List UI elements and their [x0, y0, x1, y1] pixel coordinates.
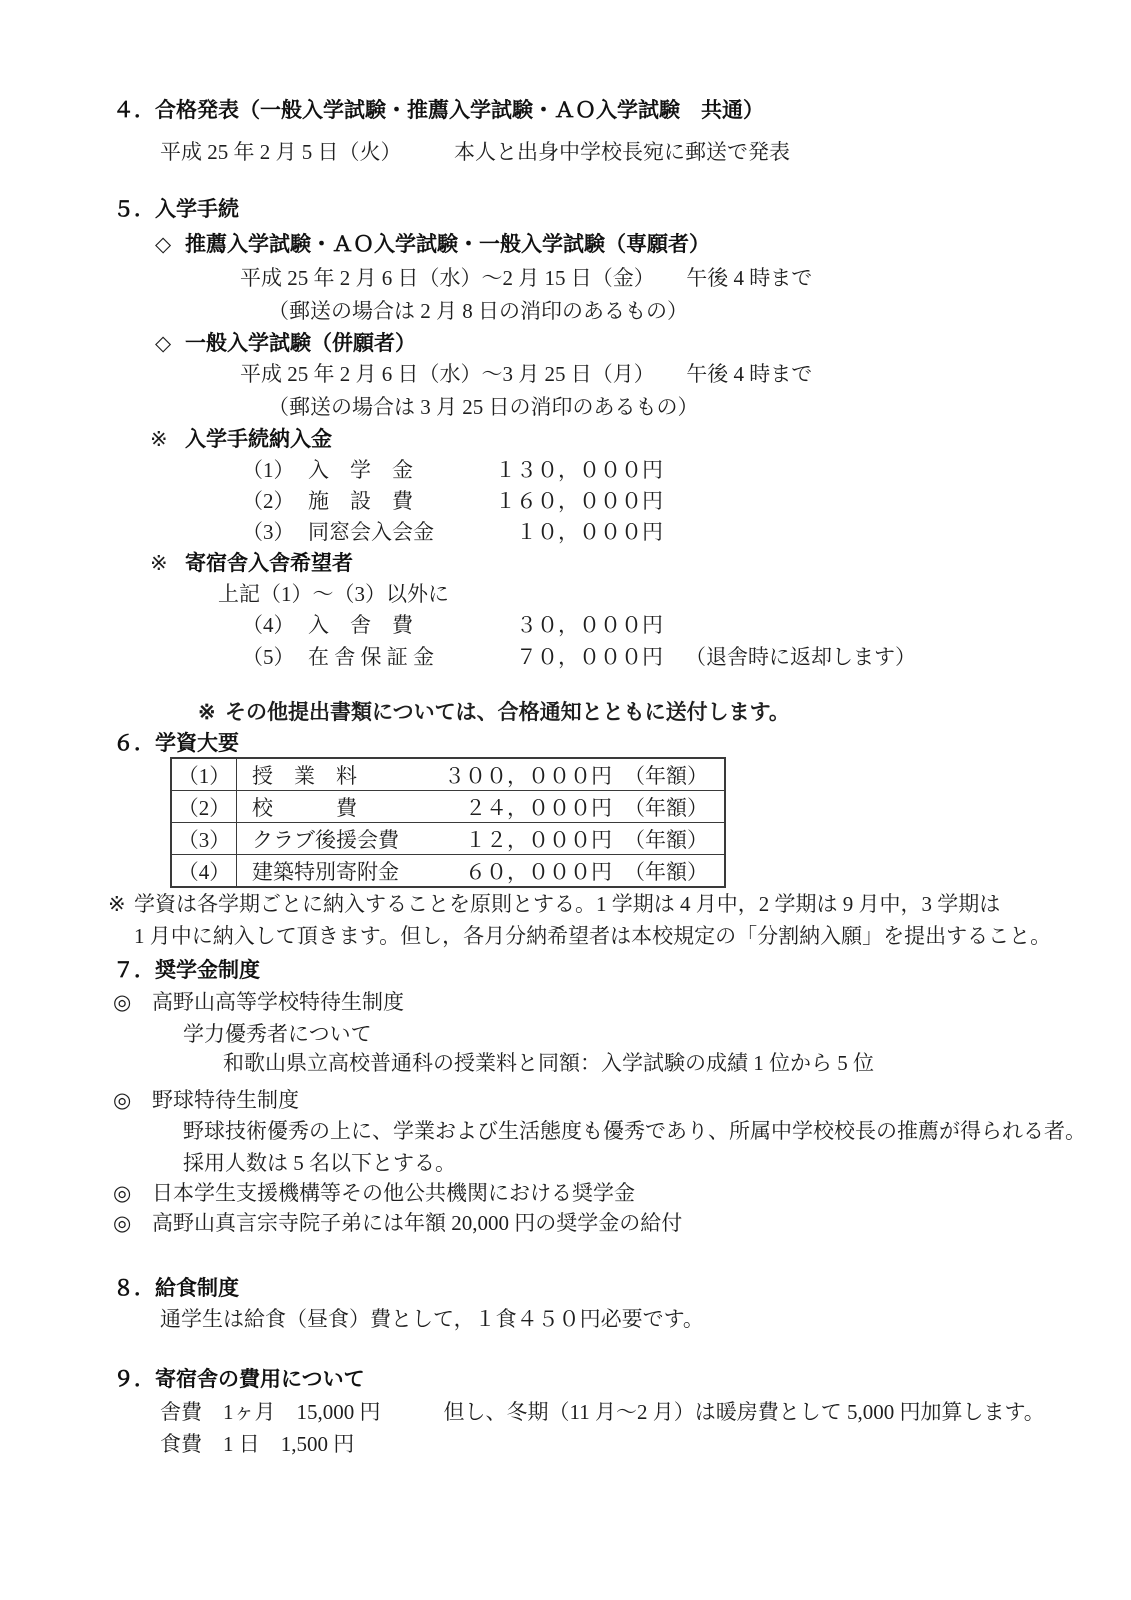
table-cell-name: クラブ後援会費	[252, 827, 399, 852]
section4-heading: ４．合格発表（一般入学試験・推薦入学試験・ＡＯ入学試験 共通）	[113, 99, 764, 122]
table-row	[172, 759, 724, 790]
section8-heading: ８．給食制度	[113, 1277, 239, 1300]
table-cell-number: （3）	[172, 823, 237, 854]
double-circle-icon: ◎	[113, 1088, 132, 1112]
entrance-fees-heading	[150, 426, 332, 453]
reference-mark-icon: ※	[198, 700, 216, 724]
scholarship-item-2-detail1: 野球技術優秀の上に、学業および生活態度も優秀であり、所属中学校校長の推薦が得られる者。	[183, 1119, 1086, 1143]
scholarship-item-1-detail: 学力優秀者について	[183, 1022, 372, 1046]
procedure-group-2-period: 平成 25 年 2 月 6 日（水）～3 月 25 日（月） 午後 4 時まで	[240, 362, 813, 386]
fee-row-amount: ７０，０００円	[516, 645, 663, 669]
table-cell-amount: １２，０００円	[465, 827, 612, 852]
procedure-group-1	[155, 231, 710, 258]
double-circle-icon: ◎	[113, 1181, 132, 1205]
dormitory-meal-fee-line: 食費 1 日 1,500 円	[160, 1432, 355, 1456]
diamond-icon: ◇	[155, 331, 172, 355]
fee-row-number: （1）	[242, 458, 295, 482]
table-cell-amount: ３００，０００円	[444, 763, 612, 788]
fee-row-name: 入 舎 費	[308, 613, 413, 637]
dormitory-monthly-fee-line: 舎費 1ヶ月 15,000 円 但し、冬期（11 月～2 月）は暖房費として 5,000 円加算します。	[160, 1400, 1045, 1424]
fee-row-name: 施 設 費	[308, 489, 413, 513]
fee-row-amount: １０，０００円	[516, 520, 663, 544]
fee-row-number: （2）	[242, 489, 295, 513]
documents-shipping-note	[198, 699, 790, 725]
documents-shipping-note-text: その他提出書類については、合格通知とともに送付します。	[225, 700, 790, 724]
table-cell-period: （年額）	[624, 859, 708, 884]
fee-row-admission	[242, 457, 663, 483]
reference-mark-icon: ※	[150, 551, 168, 575]
fee-row-dorm-entry	[242, 612, 663, 638]
dormitory-fees-heading-label: 寄宿舎入舎希望者	[185, 552, 353, 575]
fee-row-refund-note: （退舎時に返却します）	[685, 645, 916, 669]
procedure-group-1-mail-note: （郵送の場合は 2 月 8 日の消印のあるもの）	[268, 299, 688, 323]
fee-row-number: （3）	[242, 520, 295, 544]
procedure-group-1-period: 平成 25 年 2 月 6 日（水）～2 月 15 日（金） 午後 4 時まで	[240, 266, 813, 290]
scholarship-item-1-amount: 和歌山県立高校普通科の授業料と同額：入学試験の成績 1 位から 5 位	[223, 1051, 874, 1075]
table-cell-number: （4）	[172, 855, 237, 886]
fee-row-name: 入 学 金	[308, 458, 413, 482]
procedure-group-2-label: 一般入学試験（併願者）	[185, 332, 416, 355]
tuition-payment-note-line1	[108, 891, 1000, 917]
scholarship-item-3	[113, 1180, 635, 1206]
table-cell-period: （年額）	[624, 827, 708, 852]
table-cell-name: 建築特別寄附金	[252, 859, 399, 884]
tuition-payment-note-line2: 1 月中に納入して頂きます。但し，各月分納希望者は本校規定の「分割納入願」を提出すること。	[134, 924, 1052, 948]
table-row	[172, 790, 724, 822]
scholarship-item-1-label: 高野山高等学校特待生制度	[152, 990, 404, 1014]
fee-row-number: （5）	[242, 645, 295, 669]
section4-announcement-date: 平成 25 年 2 月 5 日（火） 本人と出身中学校長宛に郵送で発表	[160, 140, 790, 164]
scholarship-item-2	[113, 1087, 299, 1113]
section8-body: 通学生は給食（昼食）費として，１食４５０円必要です。	[160, 1307, 704, 1331]
table-cell-number: （1）	[172, 759, 237, 790]
table-row	[172, 822, 724, 854]
fee-row-name: 同窓会入会金	[308, 520, 434, 544]
double-circle-icon: ◎	[113, 1211, 132, 1235]
scholarship-item-2-label: 野球特待生制度	[152, 1088, 299, 1112]
section5-heading: ５．入学手続	[113, 198, 239, 221]
table-row	[172, 854, 724, 886]
fee-row-amount: １３０，０００円	[495, 458, 663, 482]
fee-row-number: （4）	[242, 613, 295, 637]
scholarship-item-2-detail2: 採用人数は 5 名以下とする。	[183, 1151, 456, 1175]
scholarship-item-1	[113, 989, 404, 1015]
fee-row-dorm-deposit	[242, 644, 916, 670]
fee-row-facility	[242, 488, 663, 514]
table-cell-period: （年額）	[624, 763, 708, 788]
scholarship-item-4-label: 高野山真言宗寺院子弟には年額 20,000 円の奨学金の給付	[152, 1211, 683, 1235]
tuition-table	[170, 757, 726, 888]
dormitory-fees-heading	[150, 550, 353, 577]
table-cell-amount: ２４，０００円	[465, 795, 612, 820]
procedure-group-2	[155, 330, 416, 357]
fee-row-amount: １６０，０００円	[495, 489, 663, 513]
tuition-payment-note-text1: 学資は各学期ごとに納入することを原則とする。1 学期は 4 月中，2 学期は 9 月中，3 学期は	[134, 892, 1001, 916]
section9-heading: ９．寄宿舎の費用について	[113, 1368, 365, 1391]
reference-mark-icon: ※	[150, 427, 168, 451]
entrance-fees-heading-label: 入学手続納入金	[185, 428, 332, 451]
section6-heading: ６．学資大要	[113, 732, 239, 755]
diamond-icon: ◇	[155, 232, 172, 256]
fee-row-name: 在 舎 保 証 金	[308, 645, 434, 669]
table-cell-name: 校 費	[252, 795, 357, 820]
dormitory-additional-note: 上記（1）～（3）以外に	[218, 582, 449, 606]
table-cell-name: 授 業 料	[252, 763, 357, 788]
scholarship-item-3-label: 日本学生支援機構等その他公共機関における奨学金	[152, 1181, 635, 1205]
procedure-group-1-label: 推薦入学試験・ＡＯ入学試験・一般入学試験（専願者）	[185, 233, 710, 256]
fee-row-amount: ３０，０００円	[516, 613, 663, 637]
reference-mark-icon: ※	[108, 892, 126, 916]
scholarship-item-4	[113, 1210, 682, 1236]
procedure-group-2-mail-note: （郵送の場合は 3 月 25 日の消印のあるもの）	[268, 395, 699, 419]
section7-heading: ７．奨学金制度	[113, 959, 260, 982]
table-cell-amount: ６０，０００円	[465, 859, 612, 884]
double-circle-icon: ◎	[113, 990, 132, 1014]
table-cell-period: （年額）	[624, 795, 708, 820]
table-cell-number: （2）	[172, 791, 237, 822]
fee-row-alumni	[242, 519, 663, 545]
